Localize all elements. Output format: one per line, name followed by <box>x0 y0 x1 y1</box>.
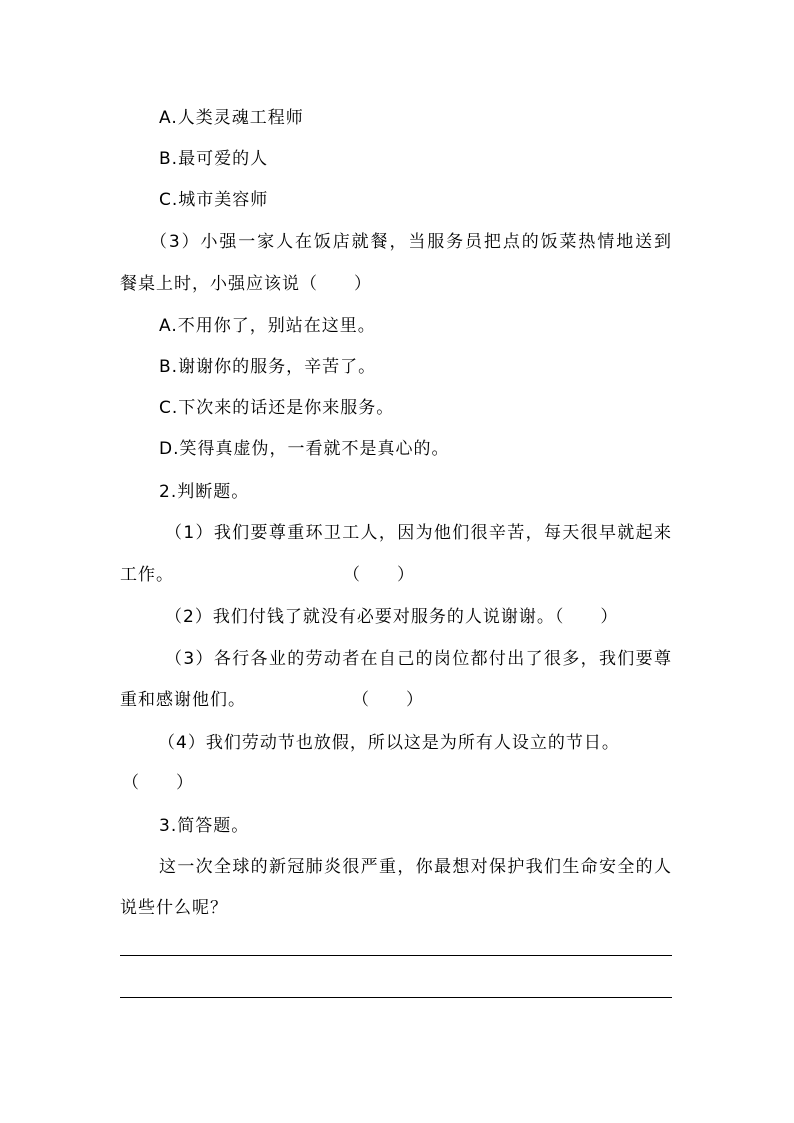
judge-item-3-bracket[interactable]: （ ） <box>352 690 424 710</box>
judge-item-1-bracket[interactable]: （ ） <box>343 565 415 585</box>
q3-stem-line1: （3）小强一家人在饭店就餐，当服务员把点的饭菜热情地送到 <box>150 232 672 252</box>
section3-heading: 3.简答题。 <box>159 816 250 836</box>
judge-item-3-line1: （3）各行各业的劳动者在自己的岗位都付出了很多，我们要尊 <box>165 649 672 669</box>
judge-item-1-line2: 工作。 <box>120 565 174 585</box>
judge-item-2-line1: （2）我们付钱了就没有必要对服务的人说谢谢。（ ） <box>165 607 619 627</box>
q3-option-a: A.不用你了，别站在这里。 <box>159 316 376 336</box>
judge-item-1-line1: （1）我们要尊重环卫工人，因为他们很辛苦，每天很早就起来 <box>165 523 672 543</box>
q3-stem-line2: 餐桌上时，小强应该说（ ） <box>120 274 372 294</box>
q1-option-b: B.最可爱的人 <box>159 149 269 169</box>
q3-option-b: B.谢谢你的服务，辛苦了。 <box>159 357 377 377</box>
judge-item-3-line2: 重和感谢他们。 <box>120 690 246 710</box>
section3-question-line2: 说些什么呢？ <box>120 898 228 918</box>
q3-option-d: D.笑得真虚伪，一看就不是真心的。 <box>159 439 450 459</box>
answer-line-1[interactable] <box>120 955 672 956</box>
section3-question-line1: 这一次全球的新冠肺炎很严重，你最想对保护我们生命安全的人 <box>159 857 672 877</box>
judge-item-4-bracket[interactable]: （ ） <box>122 773 194 793</box>
q1-option-a: A.人类灵魂工程师 <box>159 108 304 128</box>
judge-item-4-line1: （4）我们劳动节也放假，所以这是为所有人设立的节日。 <box>158 733 620 753</box>
section2-heading: 2.判断题。 <box>159 482 250 502</box>
q3-option-c: C.下次来的话还是你来服务。 <box>159 398 395 418</box>
q1-option-c: C.城市美容师 <box>159 190 269 210</box>
answer-line-2[interactable] <box>120 997 672 998</box>
